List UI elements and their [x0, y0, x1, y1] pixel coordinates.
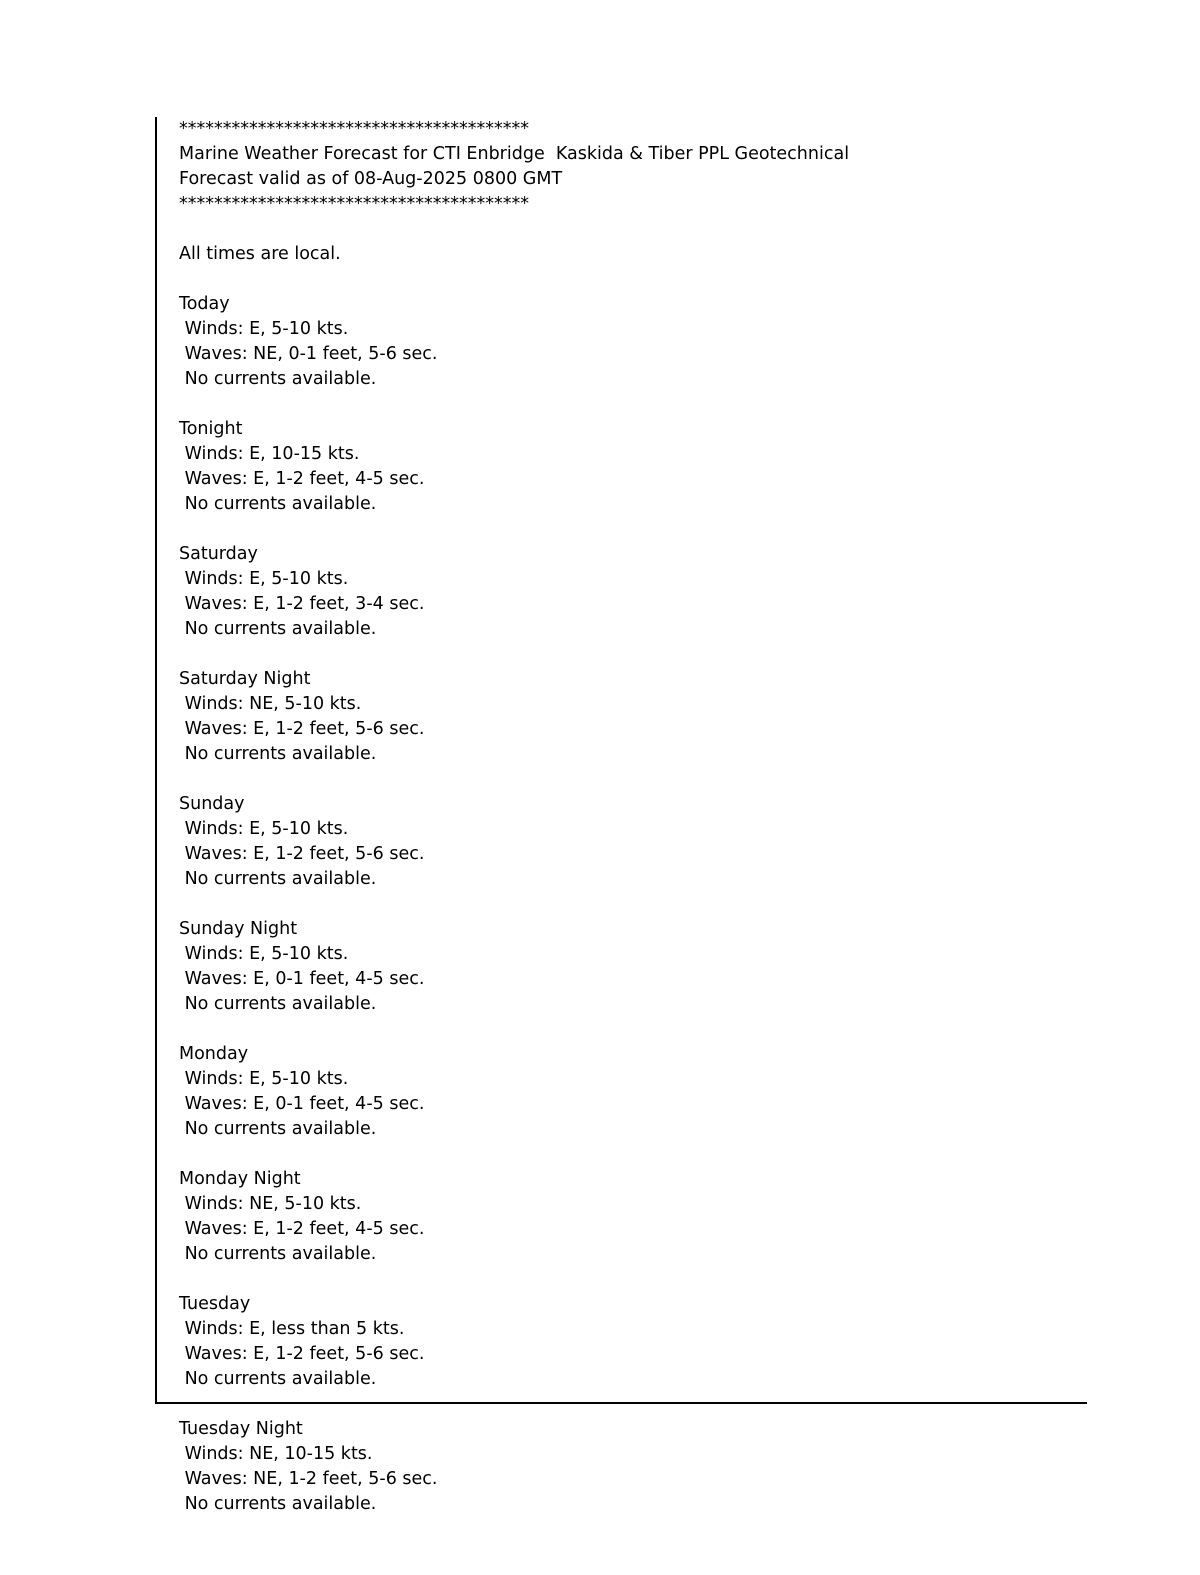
- forecast-currents-line: No currents available.: [179, 744, 377, 764]
- forecast-winds-line: Winds: E, 10-15 kts.: [179, 444, 360, 464]
- forecast-sections: [179, 292, 1087, 1392]
- forecast-day-label: Sunday: [179, 794, 245, 814]
- forecast-day-label: Tuesday Night: [179, 1419, 303, 1439]
- forecast-winds-line: Winds: E, 5-10 kts.: [179, 944, 349, 964]
- forecast-valid-line: Forecast valid as of 08-Aug-2025 0800 GMT: [179, 169, 563, 189]
- forecast-section: [179, 917, 1087, 1017]
- forecast-section: [179, 792, 1087, 892]
- forecast-currents-line: No currents available.: [179, 869, 377, 889]
- forecast-day-label: Sunday Night: [179, 919, 298, 939]
- forecast-waves-line: Waves: E, 0-1 feet, 4-5 sec.: [179, 969, 425, 989]
- forecast-day-label: Monday: [179, 1044, 249, 1064]
- separator-line: ****************************************: [179, 119, 529, 139]
- forecast-day-label: Tuesday: [179, 1294, 251, 1314]
- forecast-section: [179, 292, 1087, 392]
- forecast-waves-line: Waves: E, 1-2 feet, 4-5 sec.: [179, 469, 425, 489]
- forecast-waves-line: Waves: E, 1-2 feet, 5-6 sec.: [179, 719, 425, 739]
- forecast-winds-line: Winds: E, 5-10 kts.: [179, 1069, 349, 1089]
- forecast-currents-line: No currents available.: [179, 1119, 377, 1139]
- forecast-waves-line: Waves: E, 0-1 feet, 4-5 sec.: [179, 1094, 425, 1114]
- forecast-day-label: Saturday: [179, 544, 258, 564]
- forecast-currents-line: No currents available.: [179, 369, 377, 389]
- forecast-winds-line: Winds: E, 5-10 kts.: [179, 319, 349, 339]
- forecast-header: [179, 117, 1087, 217]
- times-note: [179, 242, 1087, 267]
- forecast-section: [179, 542, 1087, 642]
- forecast-currents-line: No currents available.: [179, 1244, 377, 1264]
- forecast-waves-line: Waves: E, 1-2 feet, 3-4 sec.: [179, 594, 425, 614]
- forecast-section: [179, 1167, 1087, 1267]
- forecast-currents-line: No currents available.: [179, 1369, 377, 1389]
- times-note-text: All times are local.: [179, 244, 341, 264]
- page-frame: [155, 117, 1087, 1404]
- forecast-waves-line: Waves: E, 1-2 feet, 5-6 sec.: [179, 1344, 425, 1364]
- forecast-winds-line: Winds: E, 5-10 kts.: [179, 569, 349, 589]
- forecast-currents-line: No currents available.: [179, 1494, 377, 1514]
- forecast-currents-line: No currents available.: [179, 994, 377, 1014]
- forecast-section: [179, 1292, 1087, 1392]
- forecast-winds-line: Winds: NE, 5-10 kts.: [179, 694, 362, 714]
- forecast-section: [179, 1042, 1087, 1142]
- forecast-winds-line: Winds: NE, 10-15 kts.: [179, 1444, 373, 1464]
- forecast-title: Marine Weather Forecast for CTI Enbridge Kaskida & Tiber PPL Geotechnical: [179, 144, 850, 164]
- forecast-section: [179, 667, 1087, 767]
- forecast-day-label: Saturday Night: [179, 669, 311, 689]
- forecast-section: [179, 1417, 437, 1517]
- separator-line: ****************************************: [179, 194, 529, 214]
- forecast-day-label: Today: [179, 294, 230, 314]
- forecast-winds-line: Winds: E, less than 5 kts.: [179, 1319, 405, 1339]
- forecast-currents-line: No currents available.: [179, 619, 377, 639]
- forecast-winds-line: Winds: NE, 5-10 kts.: [179, 1194, 362, 1214]
- forecast-waves-line: Waves: NE, 1-2 feet, 5-6 sec.: [179, 1469, 438, 1489]
- forecast-waves-line: Waves: NE, 0-1 feet, 5-6 sec.: [179, 344, 438, 364]
- forecast-section: [179, 417, 1087, 517]
- forecast-waves-line: Waves: E, 1-2 feet, 4-5 sec.: [179, 1219, 425, 1239]
- forecast-day-label: Tonight: [179, 419, 243, 439]
- forecast-waves-line: Waves: E, 1-2 feet, 5-6 sec.: [179, 844, 425, 864]
- forecast-winds-line: Winds: E, 5-10 kts.: [179, 819, 349, 839]
- forecast-sections-next-page: [179, 1417, 437, 1517]
- forecast-currents-line: No currents available.: [179, 494, 377, 514]
- forecast-day-label: Monday Night: [179, 1169, 301, 1189]
